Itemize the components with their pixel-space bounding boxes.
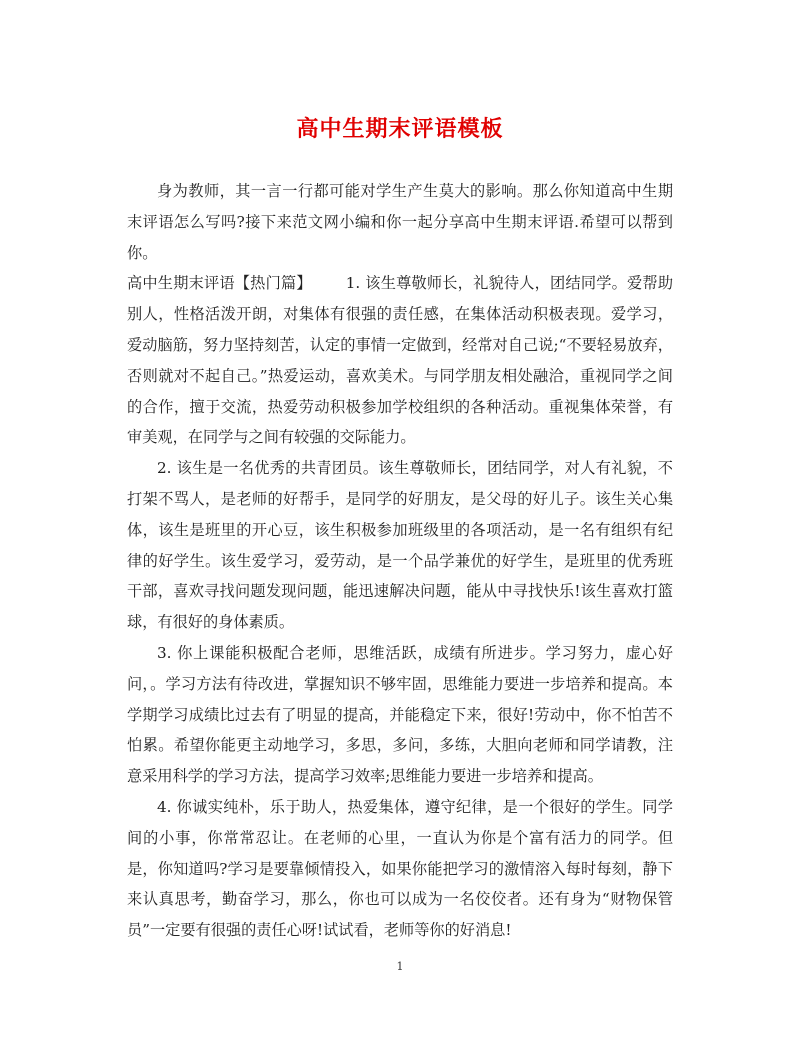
intro-paragraph: 身为教师，其一言一行都可能对学生产生莫大的影响。那么你知道高中生期末评语怎么写吗?接下来范文网小编和你一起分享高中生期末评语.希望可以帮到你。 [127,182,673,262]
page-number: 1 [396,960,404,973]
comment-paragraph-1 [127,268,673,453]
section-heading: 高中生期末评语【热门篇】 [127,274,312,293]
comment-text-1: 1. 该生尊敬师长，礼貌待人，团结同学。爱帮助别人，性格活泼开朗，对集体有很强的责任感，在集体活动积极表现。爱学习，爱动脑筋，努力坚持刻苦，认定的事情一定做到，经常对自己说;“不要轻易放弃，否则就对不起自己。”热爱运动，喜欢美术。与同学朋友相处融洽，重视同学之间的合作，擅于交流，热爱劳动积极参加学校组织的各种活动。重视集体荣誉，有审美观，在同学与之间有较强的交际能力。 [127,274,674,447]
document-body [127,176,673,946]
comment-paragraph-4: 4. 你诚实纯朴，乐于助人，热爱集体，遵守纪律，是一个很好的学生。同学间的小事，你常常忍让。在老师的心里，一直认为你是个富有活力的同学。但是，你知道吗?学习是要靠倾情投入，如果你能把学习的激情溶入每时每刻，静下来认真思考，勤奋学习，那么，你也可以成为一名佼佼者。还有身为“财物保管员”一定要有很强的责任心呀!试试看，老师等你的好消息! [127,797,673,940]
document-title: 高中生期末评语模板 [296,116,504,142]
comment-paragraph-2: 2. 该生是一名优秀的共青团员。该生尊敬师长，团结同学，对人有礼貌，不打架不骂人，是老师的好帮手，是同学的好朋友，是父母的好儿子。该生关心集体，该生是班里的开心豆，该生积极参加班级里的各项活动，是一名有组织有纪律的好学生。该生爱学习，爱劳动，是一个品学兼优的好学生，是班里的优秀班干部，喜欢寻找问题发现问题，能迅速解决问题，能从中寻找快乐!该生喜欢打篮球，有很好的身体素质。 [127,459,673,632]
comment-paragraph-3: 3. 你上课能积极配合老师，思维活跃，成绩有所进步。学习努力，虚心好问，。学习方法有待改进，掌握知识不够牢固，思维能力要进一步培养和提高。本学期学习成绩比过去有了明显的提高，并能稳定下来，很好!劳动中，你不怕苦不怕累。希望你能更主动地学习，多思，多问，多练，大胆向老师和同学请教，注意采用科学的学习方法，提高学习效率;思维能力要进一步培养和提高。 [127,643,673,786]
